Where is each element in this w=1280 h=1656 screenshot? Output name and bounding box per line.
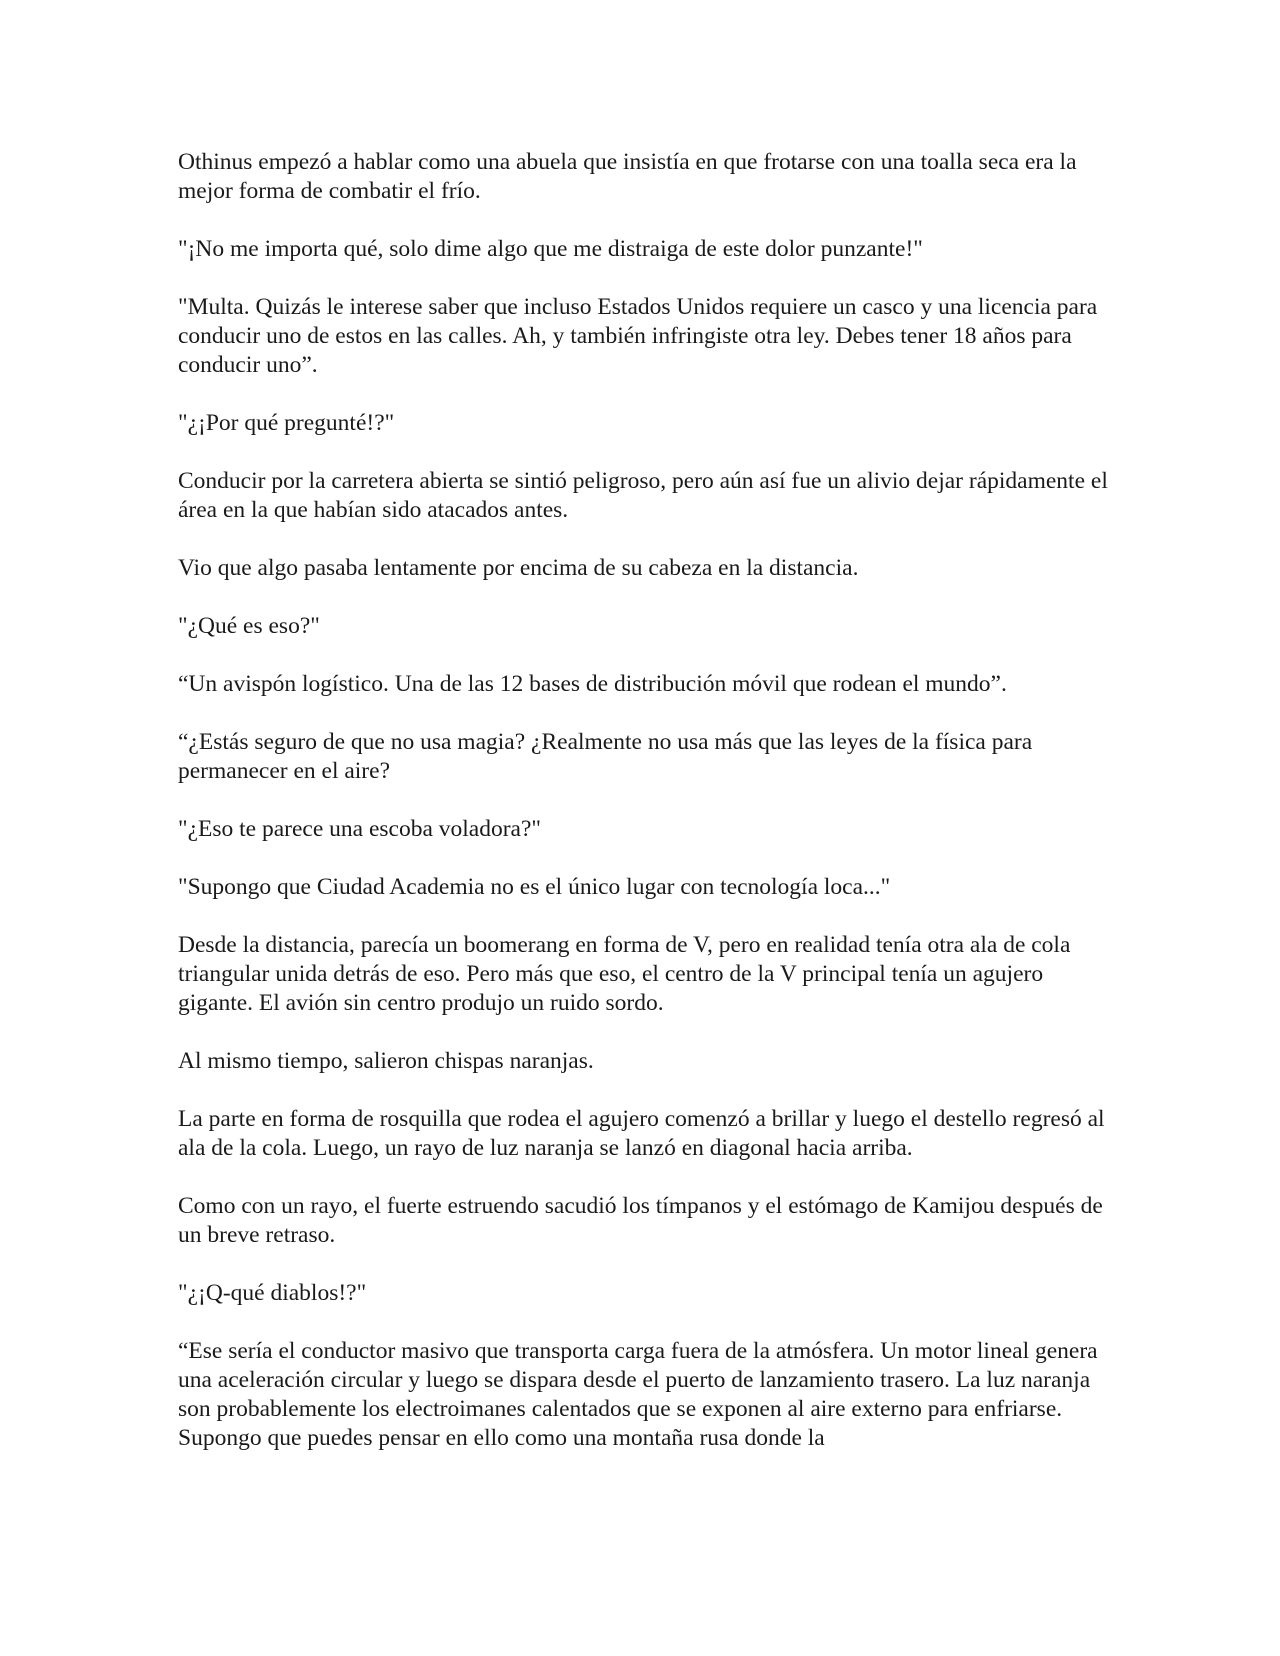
paragraph-12: Desde la distancia, parecía un boomerang en forma de V, pero en realidad tenía otra ala de cola triangular unida detrás de eso. Pero más que eso, el centro de la V principal tenía un agujero gigante. El avión sin centro produjo un ruido sordo.	[178, 932, 1071, 1016]
paragraph-16: "¿¡Q-qué diablos!?"	[178, 1280, 367, 1306]
paragraph-10: "¿Eso te parece una escoba voladora?"	[178, 816, 542, 842]
paragraph-7: "¿Qué es eso?"	[178, 613, 320, 639]
paragraph-8: “Un avispón logístico. Una de las 12 bases de distribución móvil que rodean el mundo”.	[178, 671, 1007, 697]
paragraph-3: "Multa. Quizás le interese saber que incluso Estados Unidos requiere un casco y una licencia para conducir uno de estos en las calles. Ah, y también infringiste otra ley. Debes tener 18 años para conducir uno”.	[178, 294, 1098, 378]
paragraph-6: Vio que algo pasaba lentamente por encima de su cabeza en la distancia.	[178, 555, 859, 581]
paragraph-14: La parte en forma de rosquilla que rodea el agujero comenzó a brillar y luego el destello regresó al ala de la cola. Luego, un rayo de luz naranja se lanzó en diagonal hacia arriba.	[178, 1106, 1105, 1161]
paragraph-11: "Supongo que Ciudad Academia no es el único lugar con tecnología loca..."	[178, 874, 891, 900]
paragraph-13: Al mismo tiempo, salieron chispas naranjas.	[178, 1048, 594, 1074]
paragraph-9: “¿Estás seguro de que no usa magia? ¿Realmente no usa más que las leyes de la física para permanecer en el aire?	[178, 729, 1033, 784]
document-body	[178, 148, 1118, 1482]
paragraph-1: Othinus empezó a hablar como una abuela que insistía en que frotarse con una toalla seca era la mejor forma de combatir el frío.	[178, 149, 1077, 204]
paragraph-5: Conducir por la carretera abierta se sintió peligroso, pero aún así fue un alivio dejar rápidamente el área en la que habían sido atacados antes.	[178, 468, 1108, 523]
paragraph-17: “Ese sería el conductor masivo que transporta carga fuera de la atmósfera. Un motor lineal genera una aceleración circular y luego se dispara desde el puerto de lanzamiento trasero. La luz naranja son probablemente los electroimanes calentados que se exponen al aire externo para enfriarse. Supongo que puedes pensar en ello como una montaña rusa donde la	[178, 1338, 1098, 1451]
paragraph-2: "¡No me importa qué, solo dime algo que me distraiga de este dolor punzante!"	[178, 236, 923, 262]
paragraph-15: Como con un rayo, el fuerte estruendo sacudió los tímpanos y el estómago de Kamijou después de un breve retraso.	[178, 1193, 1103, 1248]
paragraph-4: "¿¡Por qué pregunté!?"	[178, 410, 395, 436]
